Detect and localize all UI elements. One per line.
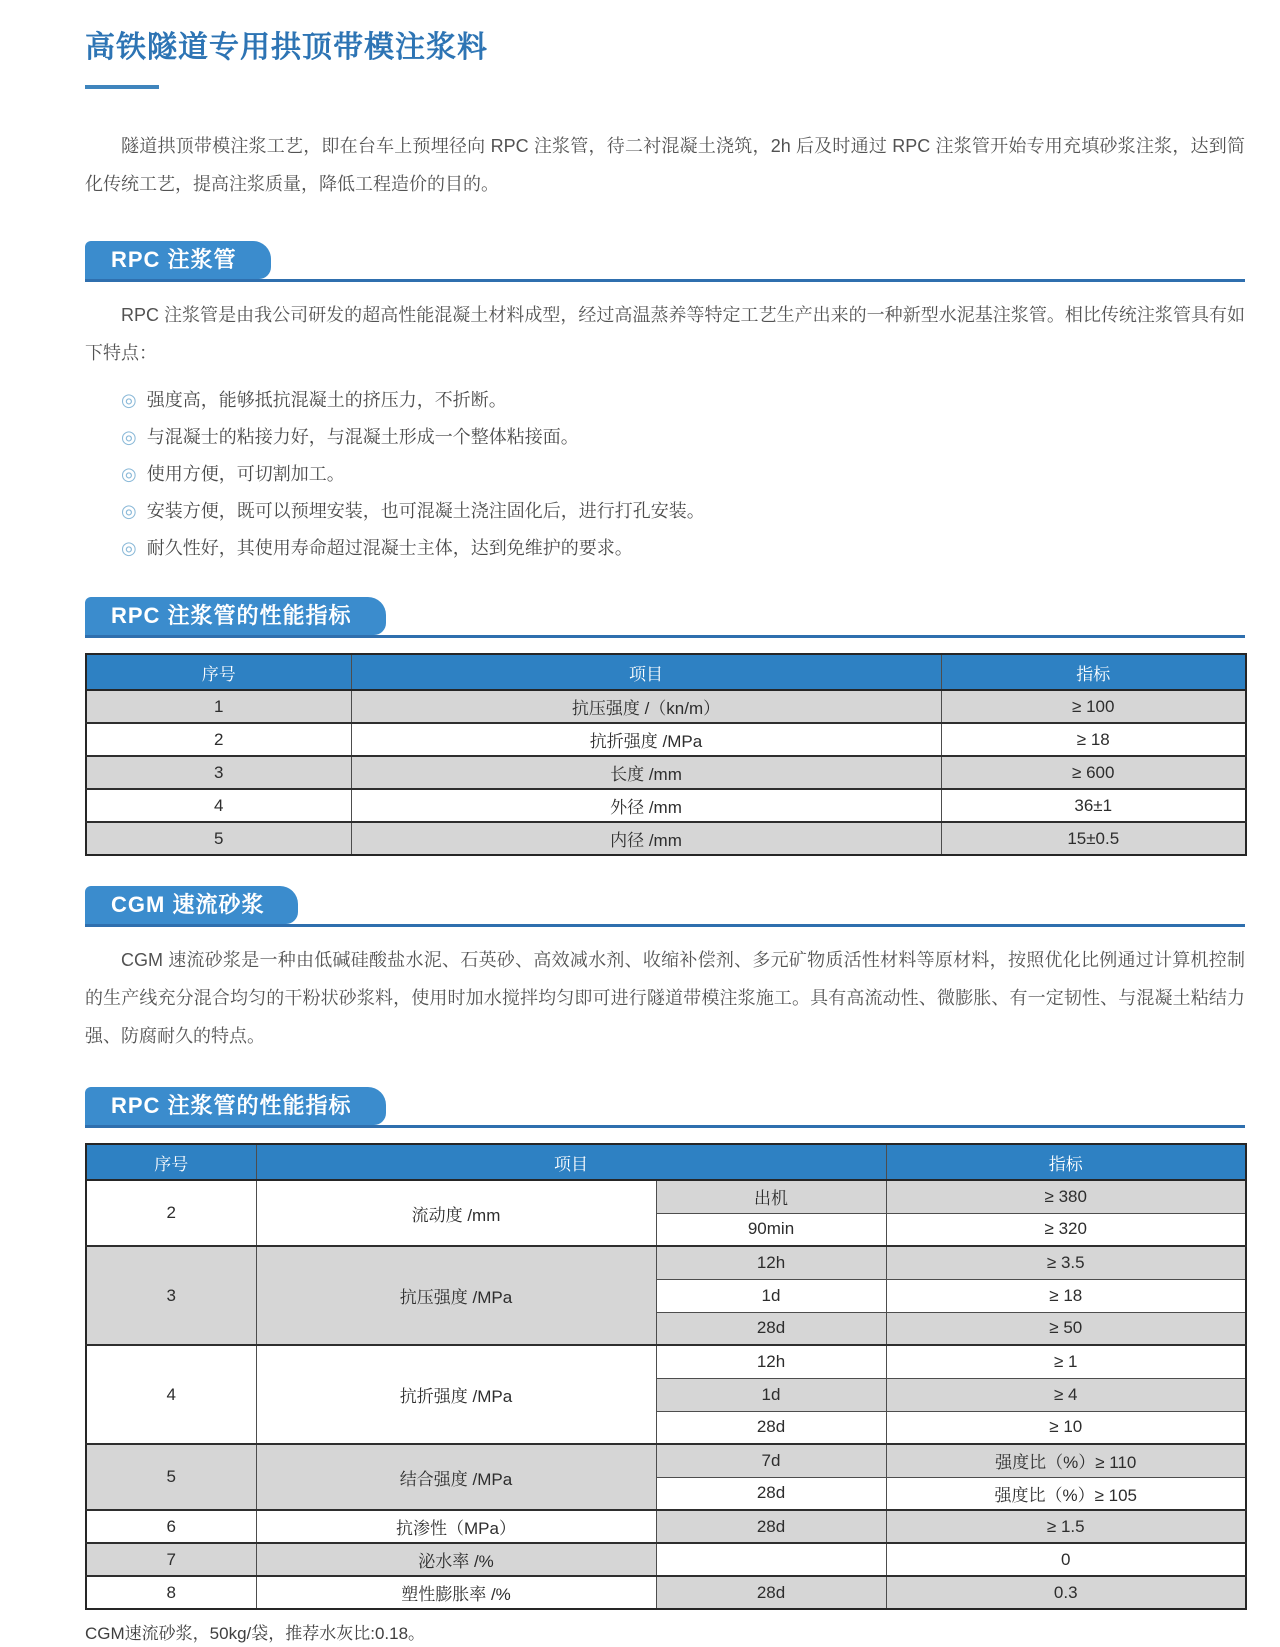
cell-value: ≥ 18 (886, 1279, 1246, 1312)
cell-serial: 5 (86, 1444, 256, 1510)
table-row (86, 1510, 1246, 1543)
cell-condition: 28d (656, 1312, 886, 1345)
column-header-serial: 序号 (86, 654, 351, 690)
column-header-value: 指标 (886, 1144, 1246, 1180)
cell-condition: 12h (656, 1246, 886, 1279)
cell-value: 36±1 (941, 789, 1246, 822)
cell-serial: 5 (86, 822, 351, 855)
cell-condition: 28d (656, 1576, 886, 1609)
cell-condition: 出机 (656, 1180, 886, 1213)
table-row (86, 1444, 1246, 1477)
intro-paragraph: 隧道拱顶带模注浆工艺，即在台车上预埋径向 RPC 注浆管，待二衬混凝土浇筑，2h 后及时通过 RPC 注浆管开始专用充填砂浆注浆，达到简化传统工艺，提高注浆质量，降低工程造价的目的。 (85, 136, 1245, 194)
rpc-pipe-description: RPC 注浆管是由我公司研发的超高性能混凝土材料成型，经过高温蒸养等特定工艺生产出来的一种新型水泥基注浆管。相比传统注浆管具有如下特点： (85, 305, 1245, 363)
page-title: 高铁隧道专用拱顶带模注浆料 (85, 31, 488, 64)
table-row (86, 1345, 1246, 1378)
table-row (86, 1180, 1246, 1213)
list-item (85, 419, 1245, 456)
cell-item: 外径 /mm (351, 789, 941, 822)
title-underline-dash (85, 85, 159, 89)
cell-condition: 28d (656, 1411, 886, 1444)
cell-value: ≥ 100 (941, 690, 1246, 723)
section-ribbon: RPC 注浆管的性能指标 (85, 1087, 386, 1125)
table-row (86, 789, 1246, 822)
cell-value: ≥ 1.5 (886, 1510, 1246, 1543)
rpc-feature-list (85, 382, 1245, 567)
cell-item: 抗折强度 /MPa (256, 1345, 656, 1444)
cell-value: ≥ 600 (941, 756, 1246, 789)
table-header-row (86, 1144, 1246, 1180)
cell-item: 结合强度 /MPa (256, 1444, 656, 1510)
cell-item: 内径 /mm (351, 822, 941, 855)
double-circle-bullet-icon: ◎ (121, 427, 137, 447)
column-header-value: 指标 (941, 654, 1246, 690)
cell-item: 泌水率 /% (256, 1543, 656, 1576)
bullet-text: 安装方便，既可以预埋安装，也可混凝土浇注固化后，进行打孔安装。 (146, 501, 705, 521)
cell-condition: 28d (656, 1477, 886, 1510)
cell-serial: 3 (86, 756, 351, 789)
cell-item: 抗折强度 /MPa (351, 723, 941, 756)
cell-condition (656, 1543, 886, 1576)
cell-serial: 4 (86, 1345, 256, 1444)
table-row (86, 1576, 1246, 1609)
table-row (86, 756, 1246, 789)
column-header-serial: 序号 (86, 1144, 256, 1180)
table-row (86, 1246, 1246, 1279)
cell-item: 流动度 /mm (256, 1180, 656, 1246)
bullet-text: 使用方便，可切割加工。 (146, 464, 345, 484)
bullet-text: 耐久性好，其使用寿命超过混凝士主体，达到免维护的要求。 (146, 538, 633, 558)
double-circle-bullet-icon: ◎ (121, 538, 137, 558)
cell-serial: 1 (86, 690, 351, 723)
cell-value: ≥ 3.5 (886, 1246, 1246, 1279)
document-page (85, 0, 1245, 1647)
cell-value: 15±0.5 (941, 822, 1246, 855)
cell-serial: 7 (86, 1543, 256, 1576)
cell-condition: 1d (656, 1279, 886, 1312)
cell-value: ≥ 380 (886, 1180, 1246, 1213)
bullet-text: 与混凝士的粘接力好，与混凝土形成一个整体粘接面。 (146, 427, 579, 447)
cell-value: 0 (886, 1543, 1246, 1576)
cell-value: 强度比（%）≥ 105 (886, 1477, 1246, 1510)
cell-condition: 28d (656, 1510, 886, 1543)
cell-serial: 2 (86, 723, 351, 756)
cell-item: 抗压强度 /MPa (256, 1246, 656, 1345)
double-circle-bullet-icon: ◎ (121, 501, 137, 521)
section-header-cgm-performance (85, 1087, 1245, 1128)
cell-serial: 4 (86, 789, 351, 822)
cell-value: ≥ 18 (941, 723, 1246, 756)
cell-serial: 2 (86, 1180, 256, 1246)
column-header-item: 项目 (351, 654, 941, 690)
double-circle-bullet-icon: ◎ (121, 464, 137, 484)
list-item (85, 493, 1245, 530)
cell-item: 抗压强度 /（kn/m） (351, 690, 941, 723)
table-row (86, 1543, 1246, 1576)
cgm-performance-table (85, 1143, 1247, 1610)
column-header-item: 项目 (256, 1144, 886, 1180)
cell-value: ≥ 320 (886, 1213, 1246, 1246)
section-ribbon: RPC 注浆管的性能指标 (85, 597, 386, 635)
cell-condition: 1d (656, 1378, 886, 1411)
list-item (85, 456, 1245, 493)
table-row (86, 822, 1246, 855)
footer-note: CGM速流砂浆，50kg/袋，推荐水灰比:0.18。 (85, 1624, 426, 1643)
cell-value: 强度比（%）≥ 110 (886, 1444, 1246, 1477)
cell-item: 抗渗性（MPa） (256, 1510, 656, 1543)
cell-value: 0.3 (886, 1576, 1246, 1609)
rpc-performance-table (85, 653, 1247, 856)
cell-serial: 3 (86, 1246, 256, 1345)
double-circle-bullet-icon: ◎ (121, 390, 137, 410)
cell-serial: 8 (86, 1576, 256, 1609)
cell-serial: 6 (86, 1510, 256, 1543)
cell-value: ≥ 10 (886, 1411, 1246, 1444)
list-item (85, 530, 1245, 567)
table-row (86, 690, 1246, 723)
cell-item: 塑性膨胀率 /% (256, 1576, 656, 1609)
table-header-row (86, 654, 1246, 690)
section-header-rpc-pipe (85, 241, 1245, 282)
cell-condition: 7d (656, 1444, 886, 1477)
cell-item: 长度 /mm (351, 756, 941, 789)
section-ribbon: RPC 注浆管 (85, 241, 271, 279)
section-header-cgm (85, 886, 1245, 927)
cgm-description: CGM 速流砂浆是一种由低碱硅酸盐水泥、石英砂、高效减水剂、收缩补偿剂、多元矿物质活性材料等原材料，按照优化比例通过计算机控制的生产线充分混合均匀的干粉状砂浆料，使用时加水搅拌均匀即可进行隧道带模注浆施工。具有高流动性、微膨胀、有一定韧性、与混凝土粘结力强、防腐耐久的特点。 (85, 950, 1245, 1046)
bullet-text: 强度高，能够抵抗混凝土的挤压力，不折断。 (146, 390, 507, 410)
cell-value: ≥ 4 (886, 1378, 1246, 1411)
list-item (85, 382, 1245, 419)
cell-condition: 12h (656, 1345, 886, 1378)
section-header-rpc-performance (85, 597, 1245, 638)
cell-condition: 90min (656, 1213, 886, 1246)
section-ribbon: CGM 速流砂浆 (85, 886, 298, 924)
cell-value: ≥ 1 (886, 1345, 1246, 1378)
table-row (86, 723, 1246, 756)
cell-value: ≥ 50 (886, 1312, 1246, 1345)
